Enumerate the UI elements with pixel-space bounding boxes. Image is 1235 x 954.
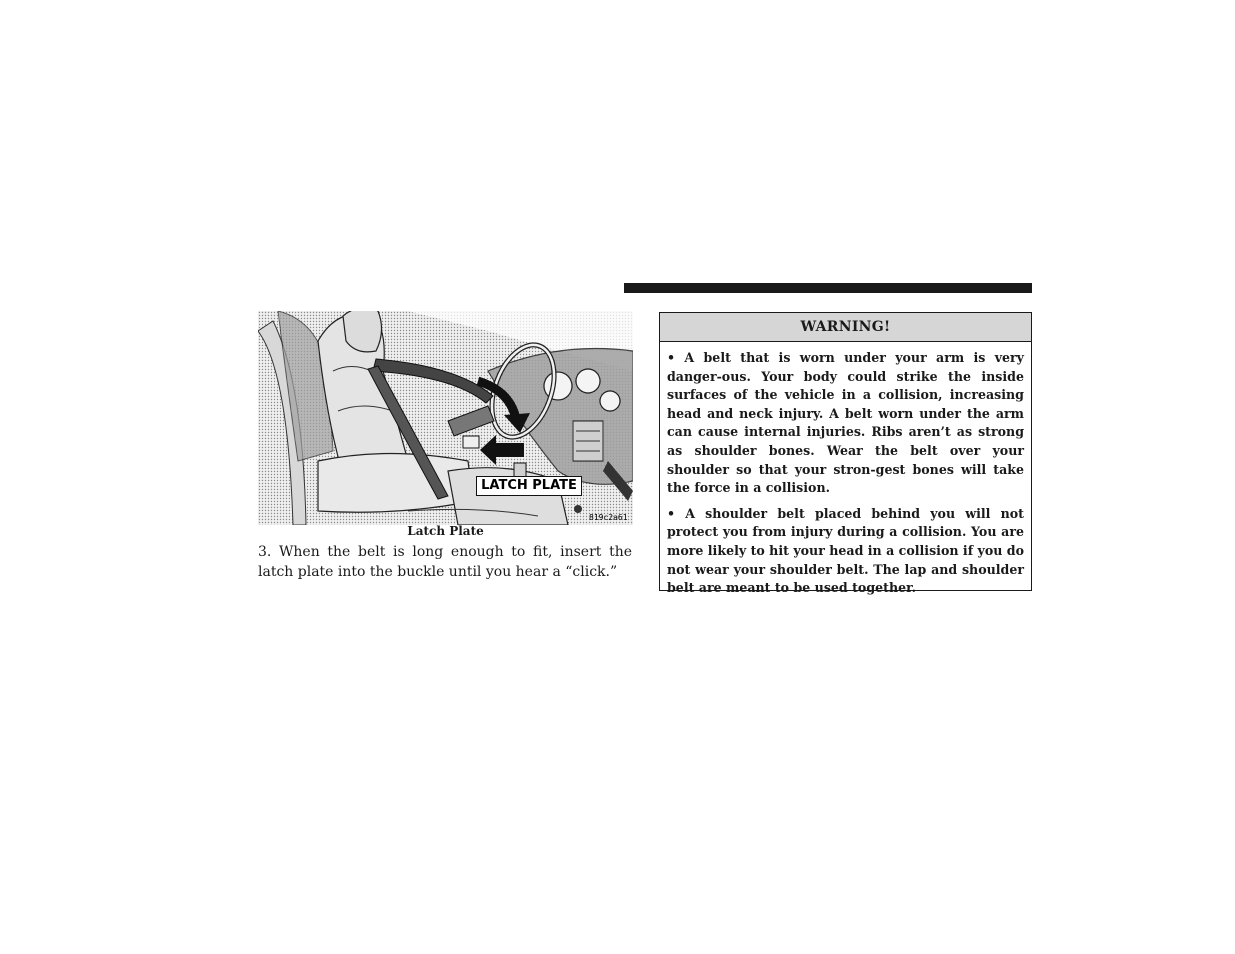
warning-item-text: A shoulder belt placed behind you will not protect you from injury during a collision. You are more likely to hit your head in a collision if you do not wear your shoulder belt. The lap and shoulder belt are meant to be used together. xyxy=(667,505,1024,596)
warning-title: WARNING! xyxy=(660,313,1031,342)
header-rule xyxy=(624,283,1032,293)
warning-item xyxy=(667,349,1024,498)
warning-body xyxy=(660,342,1031,598)
bullet-icon: • xyxy=(667,350,685,365)
figure-caption: Latch Plate xyxy=(407,524,484,538)
bullet-icon: • xyxy=(667,505,686,521)
warning-item xyxy=(667,505,1024,598)
latch-plate-callout: LATCH PLATE xyxy=(476,476,582,496)
warning-box xyxy=(659,312,1032,596)
warning-item-text: A belt that is worn under your arm is very danger-ous. Your body could strike the inside surfaces of the vehicle in a collision, increasing head and neck injury. A belt worn under the arm can cause internal injuries. Ribs aren’t as strong as shoulder bones. Wear the belt over your shoulder so that your stron-gest bones will take the force in a collision. xyxy=(667,350,1025,496)
instruction-step: 3. When the belt is long enough to fit, insert the latch plate into the buckle until you hear a “click.” xyxy=(258,544,632,580)
figure-code: 819c2a61 xyxy=(589,513,628,522)
